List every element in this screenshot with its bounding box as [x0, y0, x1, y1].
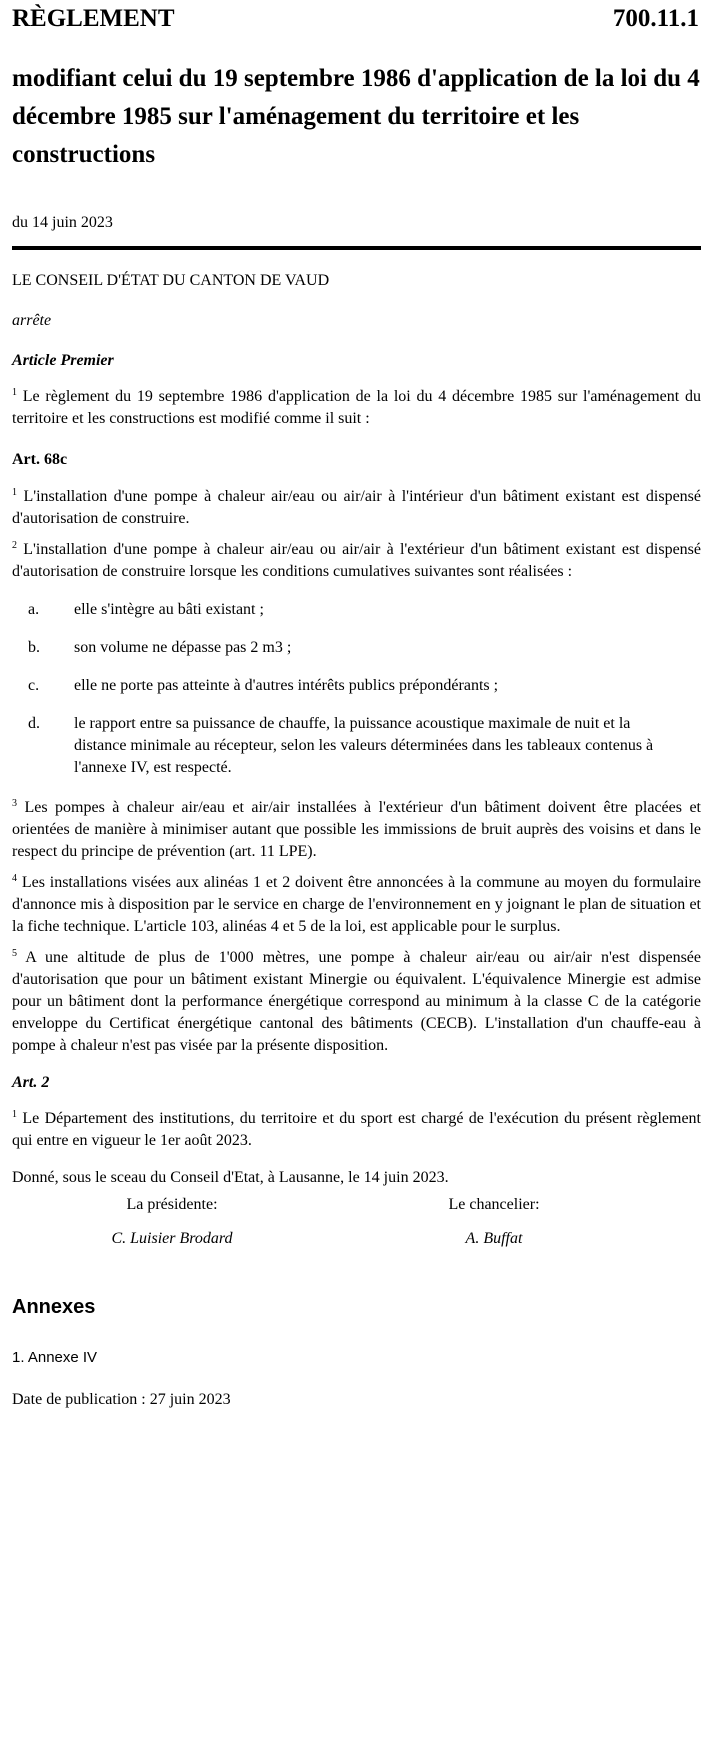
list-text: le rapport entre sa puissance de chauffe, la puissance acoustique maximale de nuit et la distance minimale au récepteur, selon les valeurs déterminées dans les tableaux contenus à l'annexe IV, est respecté.: [74, 715, 654, 776]
paragraph-text: Le règlement du 19 septembre 1986 d'application de la loi du 4 décembre 1985 sur l'aménagement du territoire et les constructions est modifié comme il suit :: [12, 388, 701, 427]
paragraph-number: 5: [12, 948, 17, 959]
document-date: du 14 juin 2023: [12, 214, 113, 231]
list-letter: c.: [28, 677, 40, 694]
list-text: elle ne porte pas atteinte à d'autres intérêts publics prépondérants ;: [74, 677, 499, 694]
paragraph-text: A une altitude de plus de 1'000 mètres, une pompe à chaleur air/eau ou air/air n'est dispensée d'autorisation que pour un bâtiment existant Minergie ou équivalent. L'équivalence Minergie est admise pour un bâtiment dont la performance énergétique correspond au minimum à la classe C de la catégorie enveloppe du Certificat énergétique cantonal des bâtiments (CECB). L'installation d'un chauffe-eau à pompe à chaleur n'est pas visée par la présente disposition.: [12, 949, 701, 1054]
paragraph-number: 1: [12, 1109, 17, 1120]
paragraph-number: 4: [12, 873, 17, 884]
annexes-heading: Annexes: [12, 1296, 96, 1318]
document-title: modifiant celui du 19 septembre 1986 d'application de la loi du 4 décembre 1985 sur l'aménagement du territoire et les constructions: [12, 65, 700, 168]
paragraph-text: L'installation d'une pompe à chaleur air/eau ou air/air à l'extérieur d'un bâtiment existant est dispensé d'autorisation de construire lorsque les conditions cumulatives suivantes sont réalisées :: [12, 541, 701, 580]
paragraph-number: 2: [12, 540, 17, 551]
header-divider: [12, 246, 701, 250]
art68c-paragraph-1: [12, 486, 701, 530]
annex-link-item[interactable]: 1. Annexe IV: [12, 1349, 98, 1366]
paragraph-text: Le Département des institutions, du territoire et du sport est chargé de l'exécution du présent règlement qui entre en vigueur le 1er août 2023.: [12, 1110, 701, 1149]
article-premier-paragraph: [12, 386, 701, 430]
art68c-paragraph-4: [12, 872, 701, 938]
arrete-label: arrête: [12, 312, 52, 329]
paragraph-number: 1: [12, 387, 17, 398]
art68c-heading: Art. 68c: [12, 451, 68, 468]
list-item-a: [12, 599, 701, 621]
signature-block: [12, 1195, 701, 1275]
signatory-role: Le chancelier:: [448, 1196, 540, 1213]
document-number: 700.11.1: [612, 5, 699, 32]
list-item-c: [12, 675, 701, 697]
document-page: [12, 0, 701, 1410]
paragraph-number: 3: [12, 798, 17, 809]
paragraph-number: 1: [12, 487, 17, 498]
publication-date: Date de publication : 27 juin 2023: [12, 1391, 231, 1408]
list-text: son volume ne dépasse pas 2 m3 ;: [74, 639, 292, 656]
list-item-b: [12, 637, 701, 659]
list-letter: d.: [28, 715, 40, 732]
art68c-paragraph-3: [12, 797, 701, 863]
article-premier-heading: Article Premier: [12, 352, 114, 369]
signatory-president: [72, 1195, 272, 1249]
art2-paragraph-1: [12, 1108, 701, 1152]
art68c-paragraph-5: [12, 947, 701, 1057]
document-header: [12, 4, 701, 46]
list-text: elle s'intègre au bâti existant ;: [74, 601, 264, 618]
list-letter: b.: [28, 639, 40, 656]
signatory-name: A. Buffat: [465, 1230, 523, 1247]
signatory-name: C. Luisier Brodard: [111, 1230, 233, 1247]
art2-heading: Art. 2: [12, 1074, 50, 1091]
list-letter: a.: [28, 601, 40, 618]
council-name: LE CONSEIL D'ÉTAT DU CANTON DE VAUD: [12, 272, 330, 289]
paragraph-text: Les pompes à chaleur air/eau et air/air installées à l'extérieur d'un bâtiment doivent être placées et orientées de manière à minimiser autant que possible les immissions de bruit auprès des voisins et dans le respect du principe de prévention (art. 11 LPE).: [12, 799, 701, 860]
paragraph-text: L'installation d'une pompe à chaleur air/eau ou air/air à l'intérieur d'un bâtiment existant est dispensé d'autorisation de construire.: [12, 488, 701, 527]
paragraph-text: Les installations visées aux alinéas 1 et 2 doivent être annoncées à la commune au moyen du formulaire d'annonce mis à disposition par le service en charge de l'environnement en y joignant le plan de situation et la fiche technique. L'article 103, alinéas 4 et 5 de la loi, est applicable pour le surplus.: [12, 874, 701, 935]
given-statement: Donné, sous le sceau du Conseil d'Etat, à Lausanne, le 14 juin 2023.: [12, 1169, 449, 1186]
signatory-role: La présidente:: [126, 1196, 218, 1213]
document-type: RÈGLEMENT: [12, 5, 175, 32]
signatory-chancellor: [394, 1195, 594, 1249]
art68c-paragraph-2: [12, 539, 701, 583]
list-item-d: [12, 713, 701, 779]
